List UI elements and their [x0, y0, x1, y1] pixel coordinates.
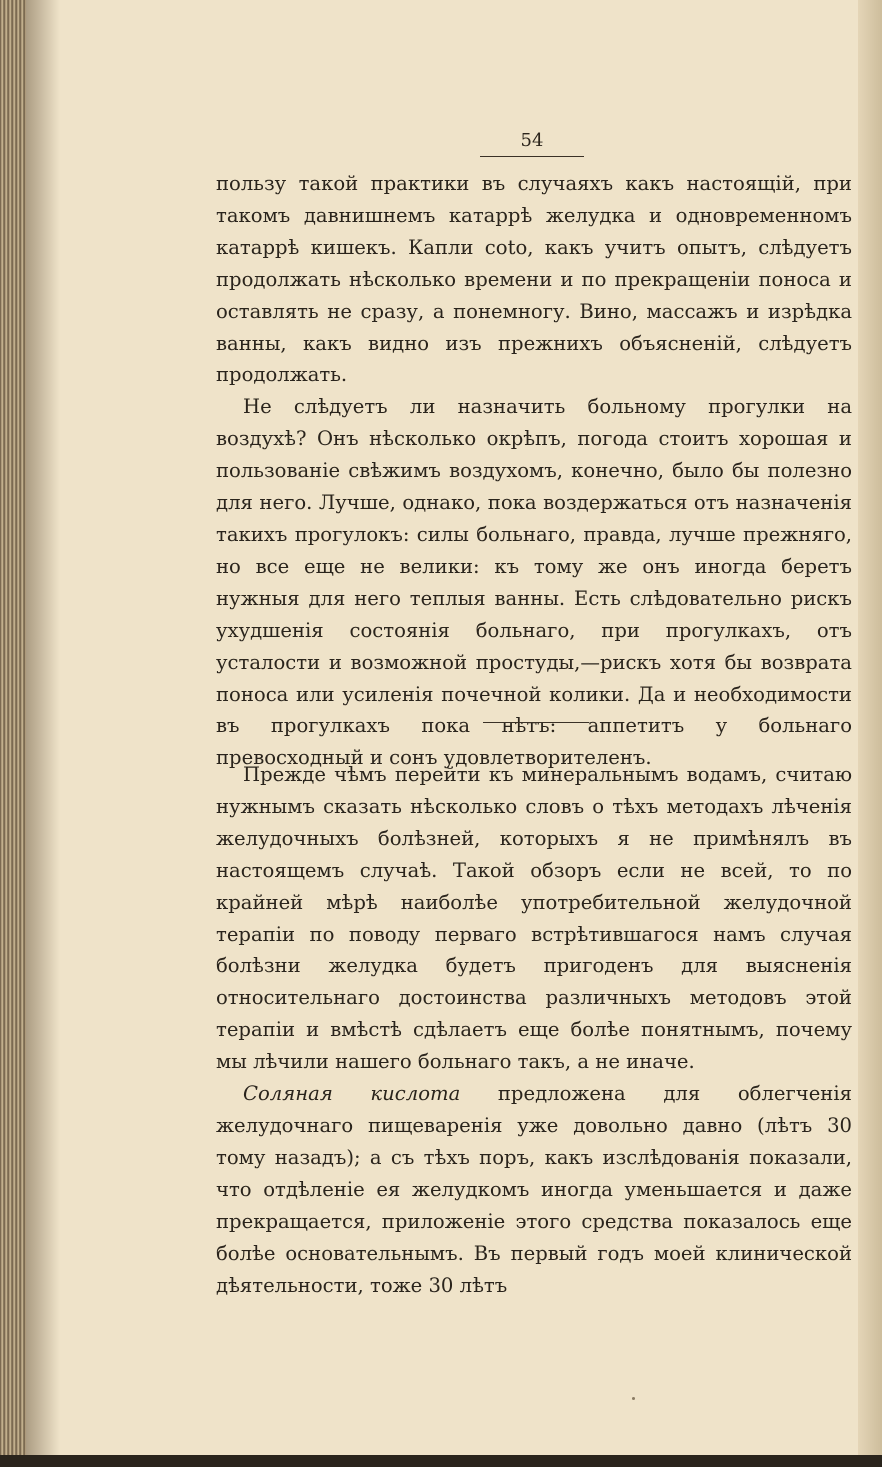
paragraph-rest: предложена для облегченія желудочнаго пищеваренія уже довольно давно (лѣтъ 30 тому назадъ); а съ тѣхъ поръ, какъ изслѣдованія показали, что отдѣленіе ея желудкомъ иногда уменьшается и даже прекращается, приложеніе этого средства показалось еще болѣе основательнымъ. Въ первый годъ моей клинической дѣятельности, тоже 30 лѣтъ — [216, 1082, 852, 1297]
paragraph-walks: Не слѣдуетъ ли назначить больному прогулки на воздухѣ? Онъ нѣсколько окрѣпъ, погода стоитъ хорошая и пользованіе свѣжимъ воздухомъ, конечно, было бы полезно для него. Лучше, однако, пока воздержаться отъ назначенія такихъ прогулокъ: силы больнаго, правда, лучше прежняго, но все еще не велики: къ тому же онъ иногда беретъ нужныя для него теплыя ванны. Есть слѣдовательно рискъ ухудшенія состоянія больнаго, при прогулкахъ, отъ усталости и возможной простуды,—рискъ хотя бы возврата поноса или усиленія почечной колики. Да и необходимости въ прогулкахъ пока нѣтъ: аппетитъ у больнаго превосходный и сонъ удовлетворителенъ. — [216, 395, 852, 770]
paragraph-hydrochloric-acid — [216, 1078, 852, 1301]
page-number: 54 — [520, 130, 544, 151]
right-page-edge — [858, 0, 882, 1467]
section-divider — [483, 722, 589, 723]
text-block-top — [216, 168, 852, 774]
page-number-underline — [480, 156, 584, 157]
text-block-bottom — [216, 759, 852, 1301]
paragraph-methods: Прежде чѣмъ перейти къ минеральнымъ водамъ, считаю нужнымъ сказать нѣсколько словъ о тѣхъ методахъ лѣченія желудочныхъ болѣзней, которыхъ я не примѣнялъ въ настоящемъ случаѣ. Такой обзоръ если не всей, то по крайней мѣрѣ наиболѣе употребительной желудочной терапіи по поводу перваго встрѣтившагося намъ случая болѣзни желудка будетъ пригоденъ для выясненія относительнаго достоинства различныхъ методовъ этой терапіи и вмѣстѣ сдѣлаетъ еще болѣе понятнымъ, почему мы лѣчили нашего больнаго такъ, а не иначе. — [216, 763, 852, 1074]
paper-speck — [632, 1397, 635, 1400]
book-page-edges — [0, 0, 26, 1467]
paragraph-continued: пользу такой практики въ случаяхъ какъ настоящій, при такомъ давнишнемъ катаррѣ желудка и одновременномъ катаррѣ кишекъ. Капли coto, какъ учитъ опытъ, слѣдуетъ продолжать нѣсколько времени и по прекращеніи поноса и оставлять не сразу, а понемногу. Вино, массажъ и изрѣдка ванны, какъ видно изъ прежнихъ объясненій, слѣдуетъ продолжать. — [216, 172, 852, 387]
scan-bottom-edge — [0, 1455, 882, 1467]
gutter-shadow — [26, 0, 60, 1467]
italic-term: Соляная кислота — [243, 1082, 461, 1106]
